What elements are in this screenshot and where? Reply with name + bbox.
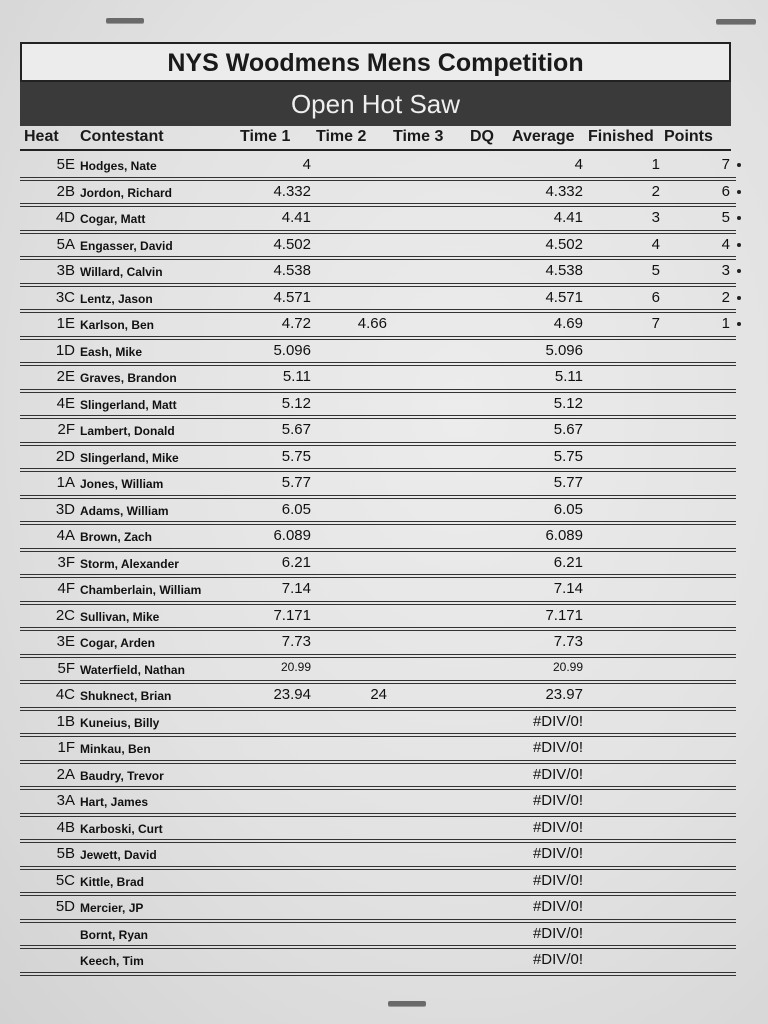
table-row xyxy=(20,258,736,285)
contestant-cell: Karlson, Ben xyxy=(80,318,155,332)
heat-cell: 5C xyxy=(55,871,75,889)
row-divider xyxy=(20,707,736,708)
row-divider xyxy=(20,760,736,761)
time1-cell: 7.171 xyxy=(273,606,311,624)
table-row xyxy=(20,311,736,338)
finished-cell: 5 xyxy=(651,262,660,279)
contestant-cell: Slingerland, Mike xyxy=(80,450,179,465)
time1-cell: 4.72 xyxy=(281,315,311,332)
table-row xyxy=(20,682,736,709)
event-name: Open Hot Saw xyxy=(20,82,731,126)
table-row xyxy=(20,417,736,444)
contestant-cell: Lentz, Jason xyxy=(80,291,153,306)
row-divider xyxy=(20,975,736,976)
contestant-cell: Bornt, Ryan xyxy=(80,927,149,942)
header-finished: Finished xyxy=(588,128,654,145)
average-cell: #DIV/0! xyxy=(532,951,583,968)
time1-cell: 5.75 xyxy=(281,447,311,465)
heat-cell: 2A xyxy=(56,765,75,783)
row-divider xyxy=(20,415,736,416)
time2-cell: 24 xyxy=(370,686,387,703)
header-divider xyxy=(20,149,731,151)
average-cell: #DIV/0! xyxy=(532,765,583,783)
heat-cell: 5D xyxy=(55,898,75,915)
time1-cell: 4.41 xyxy=(281,209,311,226)
average-cell: #DIV/0! xyxy=(532,818,583,836)
heat-cell: 1A xyxy=(56,474,75,491)
heat-cell: 4D xyxy=(55,209,75,226)
pen-dot-mark xyxy=(737,190,741,194)
contestant-cell: Kittle, Brad xyxy=(80,874,145,889)
contestant-cell: Cogar, Matt xyxy=(80,212,146,226)
time1-cell: 6.21 xyxy=(281,553,311,571)
contestant-cell: Keech, Tim xyxy=(80,954,144,968)
average-cell: #DIV/0! xyxy=(532,898,583,915)
heat-cell: 5E xyxy=(56,156,75,173)
finished-cell: 3 xyxy=(651,209,660,226)
pen-dot-mark xyxy=(737,163,741,167)
contestant-cell: Cogar, Arden xyxy=(80,636,155,650)
finished-cell: 1 xyxy=(651,156,660,173)
sheet-title: NYS Woodmens Mens Competition xyxy=(20,42,731,82)
average-cell: 4.571 xyxy=(545,288,583,306)
table-row xyxy=(20,603,736,630)
row-divider xyxy=(20,813,736,814)
row-divider xyxy=(20,256,736,257)
average-cell: 5.67 xyxy=(553,421,583,438)
finished-cell: 4 xyxy=(651,235,660,253)
time1-cell: 7.73 xyxy=(281,633,311,650)
average-cell: 23.97 xyxy=(545,686,583,703)
table-row xyxy=(20,576,736,603)
average-cell: #DIV/0! xyxy=(532,792,583,809)
average-cell: #DIV/0! xyxy=(532,712,583,730)
heat-cell: 3E xyxy=(56,633,75,650)
row-divider xyxy=(20,654,736,655)
contestant-cell: Karboski, Curt xyxy=(80,821,163,836)
table-row xyxy=(20,470,736,497)
row-divider xyxy=(20,230,736,231)
header-contestant: Contestant xyxy=(80,128,164,145)
heat-cell: 2F xyxy=(57,421,75,438)
contestant-cell: Waterfield, Nathan xyxy=(80,662,185,677)
points-cell: 7 xyxy=(721,156,730,173)
table-row xyxy=(20,762,736,789)
row-divider xyxy=(20,786,736,787)
table-row xyxy=(20,523,736,550)
contestant-cell: Hart, James xyxy=(80,795,149,809)
points-cell: 6 xyxy=(721,182,730,200)
heat-cell: 3B xyxy=(56,262,75,279)
table-row xyxy=(20,285,736,312)
time1-cell: 5.096 xyxy=(273,341,311,359)
points-cell: 1 xyxy=(721,315,730,332)
row-divider xyxy=(20,601,736,602)
average-cell: 4 xyxy=(574,156,583,173)
average-cell: 7.171 xyxy=(545,606,583,624)
heat-cell: 2E xyxy=(56,368,75,385)
table-row xyxy=(20,921,736,948)
heat-cell: 2D xyxy=(55,447,75,465)
pen-dot-mark xyxy=(737,296,741,300)
row-divider xyxy=(20,283,736,284)
time1-cell: 5.67 xyxy=(281,421,311,438)
row-divider xyxy=(20,680,736,681)
table-row xyxy=(20,735,736,762)
header-average: Average xyxy=(512,128,575,145)
heat-cell: 4C xyxy=(55,686,75,703)
average-cell: #DIV/0! xyxy=(532,871,583,889)
contestant-cell: Shuknect, Brian xyxy=(80,689,172,703)
points-cell: 5 xyxy=(721,209,730,226)
heat-cell: 4F xyxy=(57,580,75,597)
contestant-cell: Eash, Mike xyxy=(80,344,143,359)
pen-dot-mark xyxy=(737,322,741,326)
table-row xyxy=(20,788,736,815)
average-cell: 6.089 xyxy=(545,527,583,544)
time1-cell: 7.14 xyxy=(281,580,311,597)
contestant-cell: Chamberlain, William xyxy=(80,583,202,597)
heat-cell: 1E xyxy=(56,315,75,332)
time1-cell: 5.77 xyxy=(281,474,311,491)
contestant-cell: Lambert, Donald xyxy=(80,424,175,438)
finished-cell: 2 xyxy=(651,182,660,200)
average-cell: 5.096 xyxy=(545,341,583,359)
table-row xyxy=(20,815,736,842)
points-cell: 2 xyxy=(721,288,730,306)
time1-cell: 4.538 xyxy=(273,262,311,279)
finished-cell: 7 xyxy=(651,315,660,332)
time1-cell: 4.502 xyxy=(273,235,311,253)
header-heat: Heat xyxy=(24,128,59,145)
table-row xyxy=(20,629,736,656)
time1-cell: 5.12 xyxy=(281,394,311,412)
contestant-cell: Jordon, Richard xyxy=(80,185,173,200)
heat-cell: 5B xyxy=(56,845,75,862)
table-row xyxy=(20,338,736,365)
time1-cell: 4 xyxy=(302,156,311,173)
header-points: Points xyxy=(664,128,713,145)
average-cell: 6.05 xyxy=(553,500,583,518)
average-cell: 4.332 xyxy=(545,182,583,200)
average-cell: #DIV/0! xyxy=(532,924,583,942)
table-row xyxy=(20,894,736,921)
table-row xyxy=(20,868,736,895)
heat-cell: 3C xyxy=(55,288,75,306)
table-row xyxy=(20,205,736,232)
average-cell: 4.502 xyxy=(545,235,583,253)
staple-top-right xyxy=(716,19,756,24)
average-cell: #DIV/0! xyxy=(532,845,583,862)
time1-cell: 6.089 xyxy=(273,527,311,544)
contestant-cell: Graves, Brandon xyxy=(80,371,177,385)
heat-cell: 4A xyxy=(56,527,75,544)
row-divider xyxy=(20,336,736,337)
header-time1: Time 1 xyxy=(240,128,291,145)
contestant-cell: Baudry, Trevor xyxy=(80,768,164,783)
average-cell: 4.538 xyxy=(545,262,583,279)
table-row xyxy=(20,947,736,974)
row-divider xyxy=(20,468,736,469)
average-cell: 5.77 xyxy=(553,474,583,491)
heat-cell: 3F xyxy=(57,553,75,571)
finished-cell: 6 xyxy=(651,288,660,306)
row-divider xyxy=(20,521,736,522)
pen-dot-mark xyxy=(737,269,741,273)
row-divider xyxy=(20,203,736,204)
average-cell: 7.14 xyxy=(553,580,583,597)
table-row xyxy=(20,550,736,577)
row-divider xyxy=(20,362,736,363)
table-row xyxy=(20,152,736,179)
contestant-cell: Minkau, Ben xyxy=(80,742,151,756)
contestant-cell: Jewett, David xyxy=(80,848,157,862)
table-row xyxy=(20,841,736,868)
average-cell: 5.75 xyxy=(553,447,583,465)
table-row xyxy=(20,232,736,259)
header-dq: DQ xyxy=(470,128,494,145)
row-divider xyxy=(20,574,736,575)
heat-cell: 4B xyxy=(56,818,75,836)
row-divider xyxy=(20,839,736,840)
contestant-cell: Kuneius, Billy xyxy=(80,715,160,730)
heat-cell: 3D xyxy=(55,500,75,518)
points-cell: 4 xyxy=(721,235,730,253)
heat-cell: 5F xyxy=(57,659,75,677)
time1-cell: 4.332 xyxy=(273,182,311,200)
heat-cell: 2B xyxy=(56,182,75,200)
header-time3: Time 3 xyxy=(393,128,444,145)
row-divider xyxy=(20,177,736,178)
row-divider xyxy=(20,972,736,973)
staple-top-left xyxy=(106,18,144,23)
time1-cell: 4.571 xyxy=(273,288,311,306)
table-row xyxy=(20,497,736,524)
row-divider xyxy=(20,919,736,920)
pen-dot-mark xyxy=(737,216,741,220)
heat-cell: 4E xyxy=(56,394,75,412)
average-cell: 7.73 xyxy=(553,633,583,650)
heat-cell: 3A xyxy=(56,792,75,809)
heat-cell: 1F xyxy=(57,739,75,756)
pen-dot-mark xyxy=(737,243,741,247)
points-cell: 3 xyxy=(721,262,730,279)
contestant-cell: Mercier, JP xyxy=(80,901,144,915)
contestant-cell: Brown, Zach xyxy=(80,530,153,544)
average-cell: 5.11 xyxy=(554,368,583,385)
table-row xyxy=(20,444,736,471)
row-divider xyxy=(20,548,736,549)
average-cell: #DIV/0! xyxy=(532,739,583,756)
table-row xyxy=(20,179,736,206)
contestant-cell: Engasser, David xyxy=(80,238,173,253)
time1-cell: 6.05 xyxy=(281,500,311,518)
contestant-cell: Slingerland, Matt xyxy=(80,397,177,412)
table-row xyxy=(20,656,736,683)
time1-cell: 20.99 xyxy=(280,659,311,674)
average-cell: 6.21 xyxy=(553,553,583,571)
header-time2: Time 2 xyxy=(316,128,367,145)
row-divider xyxy=(20,733,736,734)
heat-cell: 5A xyxy=(56,235,75,253)
row-divider xyxy=(20,627,736,628)
average-cell: 4.69 xyxy=(553,315,583,332)
average-cell: 4.41 xyxy=(553,209,583,226)
time1-cell: 5.11 xyxy=(282,368,311,385)
contestant-cell: Hodges, Nate xyxy=(80,159,157,173)
table-row xyxy=(20,391,736,418)
contestant-cell: Sullivan, Mike xyxy=(80,609,160,624)
contestant-cell: Jones, William xyxy=(80,477,164,491)
heat-cell: 1B xyxy=(56,712,75,730)
average-cell: 5.12 xyxy=(553,394,583,412)
row-divider xyxy=(20,495,736,496)
row-divider xyxy=(20,866,736,867)
table-row xyxy=(20,364,736,391)
time2-cell: 4.66 xyxy=(357,315,387,332)
row-divider xyxy=(20,389,736,390)
contestant-cell: Adams, William xyxy=(80,503,169,518)
heat-cell: 2C xyxy=(55,606,75,624)
row-divider xyxy=(20,442,736,443)
row-divider xyxy=(20,892,736,893)
heat-cell: 1D xyxy=(55,341,75,359)
staple-bottom xyxy=(388,1001,426,1006)
row-divider xyxy=(20,309,736,310)
average-cell: 20.99 xyxy=(552,659,583,674)
time1-cell: 23.94 xyxy=(273,686,311,703)
table-row xyxy=(20,709,736,736)
contestant-cell: Storm, Alexander xyxy=(80,556,179,571)
row-divider xyxy=(20,945,736,946)
contestant-cell: Willard, Calvin xyxy=(80,265,163,279)
